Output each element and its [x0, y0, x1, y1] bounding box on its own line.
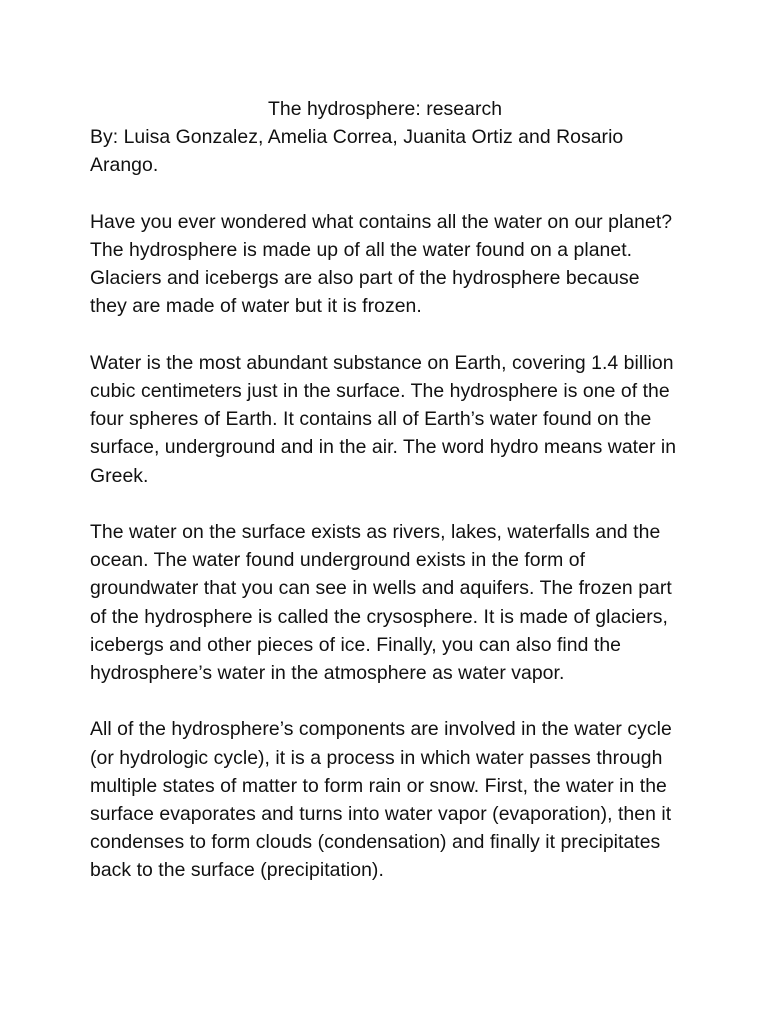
- document-authors: By: Luisa Gonzalez, Amelia Correa, Juanita Ortiz and Rosario Arango.: [90, 126, 624, 177]
- document-body: [90, 95, 680, 885]
- paragraph-water-abundance: Water is the most abundant substance on Earth, covering 1.4 billion cubic centimeters just in the surface. The hydrosphere is one of the four spheres of Earth. It contains all of Earth’s water found on the surface, underground and in the air. The word hydro means water in Greek.: [90, 351, 677, 487]
- paragraph-water-cycle: All of the hydrosphere’s components are involved in the water cycle (or hydrologic cycle), it is a process in which water passes through multiple states of matter to form rain or snow. First, the water in the surface evaporates and turns into water vapor (evaporation), then it condenses to form clouds (condensation) and finally it precipitates back to the surface (precipitation).: [90, 718, 672, 882]
- paragraph-water-locations: The water on the surface exists as rivers, lakes, waterfalls and the ocean. The water found underground exists in the form of groundwater that you can see in wells and aquifers. The frozen part of the hydrosphere is called the crysosphere. It is made of glaciers, icebergs and other pieces of ice. Finally, you can also find the hydrosphere’s water in the atmosphere as water vapor.: [90, 521, 672, 685]
- paragraph-intro: Have you ever wondered what contains all the water on our planet? The hydrosphere is made up of all the water found on a planet. Glaciers and icebergs are also part of the hydrosphere because they are made of water but it is frozen.: [90, 210, 673, 318]
- document-title: The hydrosphere: research: [267, 98, 503, 120]
